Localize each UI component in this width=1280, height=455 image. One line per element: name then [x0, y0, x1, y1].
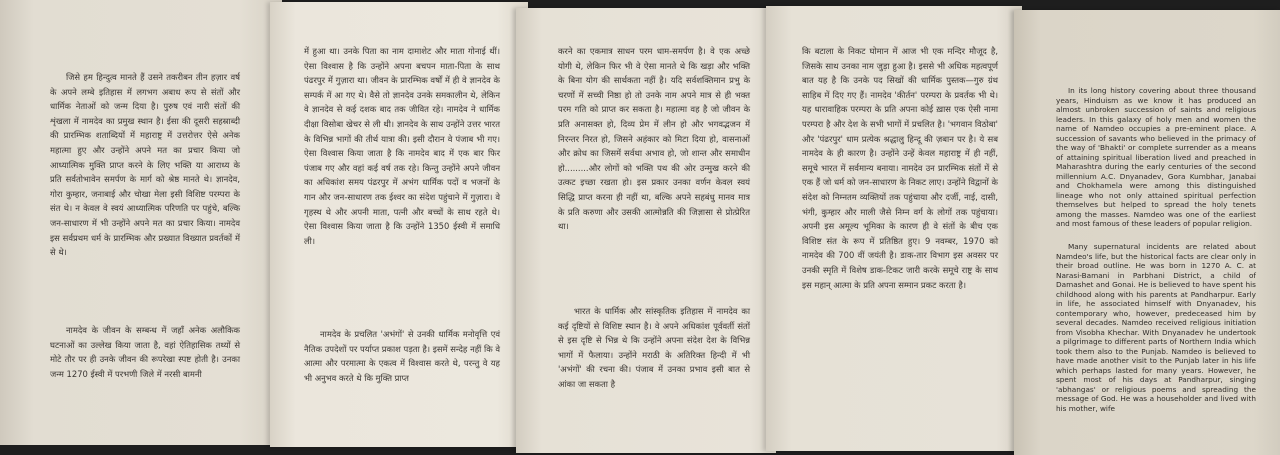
- paragraph: भारत के धार्मिक और सांस्कृतिक इतिहास में नामदेव का कई दृष्टियों से विशिष्ट स्थान है। वे अपने अधिकांश पूर्ववर्ती संतों से इस दृष्टि से भिन्न थे कि उन्होंने अपना संदेश देश के विभिन्न भागों में फैलाया। उन्होंने मराठी के अतिरिक्त हिन्दी में भी 'अभंगों' की रचना की। पंजाब में उनका प्रभाव इसी बात से आंका जा सकता है: [558, 306, 753, 389]
- paragraph: कि बटाला के निकट घोमान में आज भी एक मन्दिर मौजूद है, जिसके साथ उनका नाम जुड़ा हुआ है। इससे भी अधिक महत्वपूर्ण बात यह है कि उनके पद सिखों की धार्मिक पुस्तक—गुरु ग्रंथ साहिब में दिए गए हैं। नामदेव 'कीर्तन' परम्परा के प्रवर्तक भी थे। यह धारावाहिक परम्परा के प्रति अपना कोई ख़ास एक ऐसी नामा परम्परा है और देश के सभी भागों में प्रचलित है। 'भगवान विठोबा' और 'पंढरपुर' धाम प्रत्येक श्रद्धालु हिन्दू की ज़बान पर है। ये सब नामदेव के ही कारण है। उन्होंने उन्हें केवल महाराष्ट्र में ही नहीं, समूचे भारत में सर्वमान्य बनाया। नामदेव उन प्रारम्भिक संतों में से एक हैं जो धर्म को जन-साधारण के निकट लाए। उन्होंने विद्वानों के संदेश को निम्नतम व्यक्तियों तक पहुंचाया और दर्जी, नाई, दासी, भंगी, कुम्हार और माली जैसे निम्न वर्ग के लोगों तक पहुंचाया। अपनी इस अमूल्य भूमिका के कारण ही वे संतों के बीच एक विशिष्ट संत के रूप में प्रतिष्ठित हुए। 9 नवम्बर, 1970 को नामदेव की 700 वीं जयंती है। डाक-तार विभाग इस अवसर पर उनकी स्मृति में विशेष डाक-टिकट जारी करके समूचे राष्ट्र के साथ इस महान् आत्मा के प्रति अपना सम्मान प्रकट करता है।: [802, 46, 1001, 290]
- page-panel-3: [516, 8, 776, 453]
- page-panel-2: [270, 2, 528, 447]
- page-panel-4: [766, 6, 1022, 451]
- page-panel-5: [1014, 10, 1280, 455]
- paragraph: में हुआ था। उनके पिता का नाम दामाशेट और माता गोनाई थीं। ऐसा विश्वास है कि उन्होंने अपना बचपन माता-पिता के साथ पंढरपुर में गुज़ारा था। जीवन के प्रारम्भिक वर्षों में ही वे ज्ञानदेव के सम्पर्क में आ गए थे। वैसे तो ज्ञानदेव उनके समकालीन थे, लेकिन वे ज्ञानदेव से कई दशक बाद तक जीवित रहे। नामदेव ने धार्मिक दीक्षा विसोबा खेचर से ली थी। ज्ञानदेव के साथ उन्होंने उत्तर भारत के विभिन्न भागों की तीर्थ यात्रा की। इसी दौरान वे पंजाब भी गए। ऐसा विश्वास किया जाता है कि नामदेव बाद में एक बार फिर पंजाब गए और वहां कई वर्ष तक रहे। किन्तु उन्होंने अपने जीवन का अधिकांश समय पंढरपुर में अभंग धार्मिक पदों व भजनों के गान और जन-साधारण तक ईश्वर का संदेश पहुंचाने में गुज़ारा। वे गृहस्थ थे और अपनी माता, पत्नी और बच्चों के साथ रहते थे। ऐसा विश्वास किया जाता है कि उन्होंने 1350 ईस्वी में समाधि ली।: [304, 46, 503, 246]
- paragraph: In its long history covering about three thousand years, Hinduism as we know it has produced an almost unbroken succession of saints and religious leaders. In this galaxy of holy men and women the name of Namdeo occupies a pre-eminent place. A succession of savants who believed in the primacy of the way of 'Bhakti' or complete surrender as a means of attaining spiritual liberation lived and preached in Maharashtra during the early centuries of the second millennium A.C. Dnyanadev, Gora Kumbhar, Janabai and Chokhamela were among this distinguished lineage who not only attained spiritual perfection themselves but helped to spread the holy tenets among the masses. Namdeo was one of the earliest and most famous of these leaders of popular religion.: [1056, 86, 1259, 228]
- paragraph: नामदेव के प्रचलित 'अभंगों' से उनकी धार्मिक मनोवृत्ति एवं नैतिक उपदेशों पर पर्याप्त प्रकाश पड़ता है। इसमें सन्देह नहीं कि वे आत्मा और परमात्मा के एकत्व में विश्वास करते थे, परन्तु वे यह भी अनुभव करते थे कि मुक्ति प्राप्त: [304, 329, 503, 383]
- paragraph: जिसे हम हिन्दुत्व मानते हैं उसने तकरीबन तीन हज़ार वर्ष के अपने लम्बे इतिहास में लगभग अबाध रूप से संतों और धार्मिक नेताओं को जन्म दिया है। पुरुष एवं नारी संतों की शृंखला में नामदेव का प्रमुख स्थान है। ईसा की दूसरी सहस्राब्दी की प्रारम्भिक शताब्दियों में महाराष्ट्र में उत्तरोत्तर ऐसे अनेक महात्मा हुए और उन्होंने अपने मत का प्रचार किया जो आध्यात्मिक मुक्ति प्राप्त करने के लिए भक्ति या आराध्य के प्रति सर्वतोभावेन समर्पण के मार्ग को श्रेष्ठ मानते थे। ज्ञानदेव, गोरा कुम्हार, जनाबाई और चोखा मेला इसी विशिष्ट परम्परा के संत थे। न केवल वे स्वयं आध्यात्मिक परिणति पर पहुंचे, बल्कि जन-साधारण में भी उन्होंने अपने मत का प्रचार किया। नामदेव इस सर्वप्रथम धर्म के प्रारम्भिक और प्रख्यात विख्यात प्रवर्तकों में से थे।: [50, 72, 243, 258]
- page-panel-1: [0, 0, 282, 445]
- paragraph: करने का एकमात्र साधन परम धाम-समर्पण है। वे एक अच्छे योगी थे, लेकिन फिर भी वे ऐसा मानते थे कि खड़ा और भक्ति के बिना योग की सार्थकता नहीं है। यदि सर्वशक्तिमान प्रभु के चरणों में सच्ची निष्ठा हो तो उनके नाम अपने मात्र से ही भक्त परम गति को प्राप्त कर सकता है। महात्मा वह है जो जीवन के प्रति अनासक्त हो, दिव्य प्रेम में लीन हो और भगवद्भजन में निरन्तर निरत हो, जिसने अहंकार को मिटा दिया हो, वासनाओं और क्रोध का जिसमें सर्वथा अभाव हो, जो शान्त और समाधीन हो.........और लोगों को भक्ति पथ की ओर उन्मुख करने की उत्कट इच्छा रखता हो। इस प्रकार उनका वर्णन केवल स्वयं सिद्धि प्राप्त करना ही नहीं था, बल्कि अपने सहबंधु मानव मात्र के प्रति करुणा और उसकी आत्मोन्नति की जिज्ञासा से प्रोत्प्रेरित था।: [558, 46, 753, 232]
- paragraph: Many supernatural incidents are related about Namdeo's life, but the historical facts are clear only in their broad outline. He was born in 1270 A. C. at Narasi-Bamani in Parbhani District, a child of Damashet and Gonai. He is believed to have spent his childhood along with his parents at Pandharpur. Early in life, he associated himself with Dnyanadev, his contemporary who, however, predeceased him by several decades. Namdeo received religious initiation from Visobha Khechar. With Dnyanadev he undertook a pilgrimage to different parts of Northern India which took them also to the Punjab. Namdeo is believed to have made another visit to the Punjab later in his life which perhaps lasted for many years. However, he spent most of his days at Pandharpur, singing 'abhangas' or religious poems and spreading the message of God. He was a householder and lived with his mother, wife: [1056, 242, 1259, 413]
- paragraph: नामदेव के जीवन के सम्बन्ध में जहाँ अनेक अलौकिक घटनाओं का उल्लेख किया जाता है, वहां ऐतिहासिक तथ्यों से मोटे तौर पर ही उनके जीवन की रूपरेखा स्पष्ट होती है। उनका जन्म 1270 ईस्वी में परभणी जिले में नरसी बामनी: [50, 325, 243, 379]
